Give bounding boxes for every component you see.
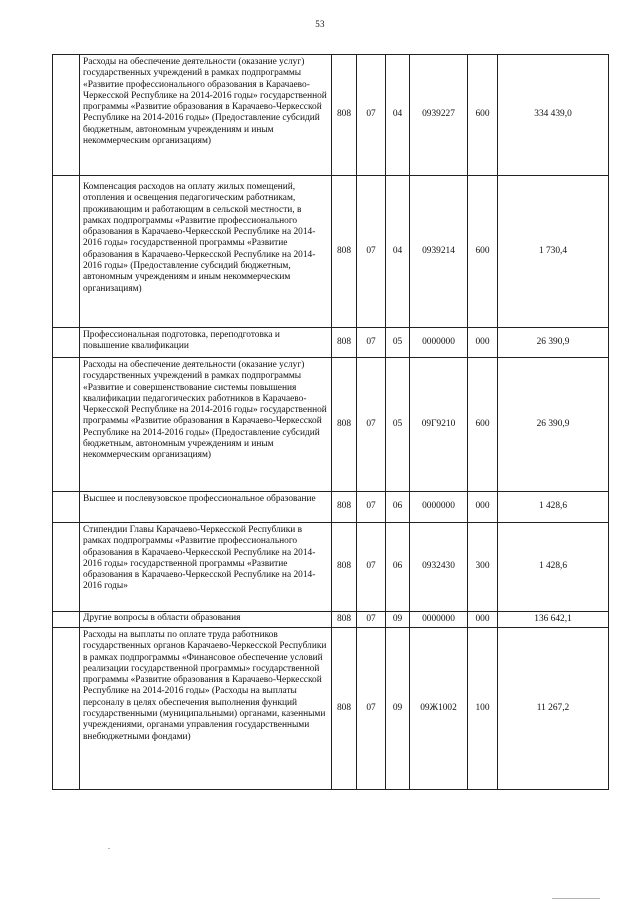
expense-type-code: 600 [468,176,498,328]
expense-type-code: 000 [468,612,498,628]
subsection-code: 04 [386,55,410,176]
expense-type-code: 100 [468,628,498,790]
table-row [53,176,609,328]
target-article-code: 0000000 [410,612,468,628]
row-description: Расходы на обеспечение деятельности (оказание услуг) государственных учреждений в рамках подпрограммы «Развитие и совершенствование системы повышения квалификации педагогических работников в Карачаево-Черкесской Республике на 2014-2016 годы» государственной программы «Развитие образования в Карачаево-Черкесской Республике на 2014-2016 годы» (Предоставление субсидий бюджетным, автономным учреждениям и иным некоммерческим организациям) [80,358,332,492]
ministry-code: 808 [332,176,357,328]
scan-artifact-line [552,898,600,899]
section-code: 07 [357,55,386,176]
ministry-code: 808 [332,492,357,523]
row-description: Расходы на выплаты по оплате труда работников государственных органов Карачаево-Черкесской Республики в рамках подпрограммы «Финансовое обеспечение условий реализации государственной программы» государственной программы «Развитие образования в Карачаево-Черкесской Республике на 2014-2016 годы» (Расходы на выплаты персоналу в целях обеспечения выполнения функций государственными (муниципальными) органами, казенными учреждениями, органами управления государственными внебюджетными фондами) [80,628,332,790]
expense-type-code: 300 [468,523,498,612]
empty-cell [53,628,80,790]
table-row [53,358,609,492]
ministry-code: 808 [332,612,357,628]
table-row [53,328,609,358]
amount-value: 1 428,6 [498,492,609,523]
subsection-code: 05 [386,328,410,358]
empty-cell [53,358,80,492]
subsection-code: 05 [386,358,410,492]
subsection-code: 04 [386,176,410,328]
table-row [53,492,609,523]
budget-table [52,54,609,790]
row-description: Компенсация расходов на оплату жилых помещений, отопления и освещения педагогическим работникам, проживающим и работающим в сельской местности, в рамках подпрограммы «Развитие профессионального образования в Карачаево-Черкесской Республике на 2014-2016 годы» государственной программы «Развитие образования в Карачаево-Черкесской Республике на 2014-2016 годы» (Предоставление субсидий бюджетным, автономным учреждениям и иным некоммерческим организациям) [80,176,332,328]
section-code: 07 [357,328,386,358]
empty-cell [53,612,80,628]
row-description: Расходы на обеспечение деятельности (оказание услуг) государственных учреждений в рамках подпрограммы «Развитие профессионального образования в Карачаево-Черкесской Республике на 2014-2016 годы» государственной программы «Развитие образования в Карачаево-Черкесской Республике на 2014-2016 годы» (Предоставление субсидий бюджетным, автономным учреждениям и иным некоммерческим организациям) [80,55,332,176]
section-code: 07 [357,523,386,612]
target-article-code: 0939227 [410,55,468,176]
amount-value: 11 267,2 [498,628,609,790]
amount-value: 334 439,0 [498,55,609,176]
subsection-code: 06 [386,523,410,612]
scan-artifact-line [108,848,110,849]
target-article-code: 0939214 [410,176,468,328]
table-row [53,55,609,176]
target-article-code: 0000000 [410,328,468,358]
expense-type-code: 000 [468,492,498,523]
empty-cell [53,176,80,328]
ministry-code: 808 [332,55,357,176]
target-article-code: 0932430 [410,523,468,612]
table-row [53,612,609,628]
target-article-code: 0000000 [410,492,468,523]
amount-value: 26 390,9 [498,328,609,358]
ministry-code: 808 [332,328,357,358]
ministry-code: 808 [332,628,357,790]
subsection-code: 09 [386,628,410,790]
empty-cell [53,55,80,176]
section-code: 07 [357,492,386,523]
section-code: 07 [357,612,386,628]
expense-type-code: 600 [468,358,498,492]
empty-cell [53,328,80,358]
amount-value: 136 642,1 [498,612,609,628]
ministry-code: 808 [332,358,357,492]
table-row [53,523,609,612]
amount-value: 26 390,9 [498,358,609,492]
section-code: 07 [357,628,386,790]
amount-value: 1 428,6 [498,523,609,612]
expense-type-code: 000 [468,328,498,358]
target-article-code: 09Г9210 [410,358,468,492]
empty-cell [53,492,80,523]
expense-type-code: 600 [468,55,498,176]
section-code: 07 [357,358,386,492]
row-description: Высшее и послевузовское профессиональное образование [80,492,332,523]
page-number: 53 [315,19,325,29]
amount-value: 1 730,4 [498,176,609,328]
section-code: 07 [357,176,386,328]
table-row [53,628,609,790]
target-article-code: 09Ж1002 [410,628,468,790]
subsection-code: 06 [386,492,410,523]
row-description: Другие вопросы в области образования [80,612,332,628]
row-description: Профессиональная подготовка, переподготовка и повышение квалификации [80,328,332,358]
subsection-code: 09 [386,612,410,628]
row-description: Стипендии Главы Карачаево-Черкесской Республики в рамках подпрограммы «Развитие профессионального образования в Карачаево-Черкесской Республике на 2014-2016 годы» государственной программы «Развитие образования в Карачаево-Черкесской Республике на 2014-2016 годы» [80,523,332,612]
empty-cell [53,523,80,612]
ministry-code: 808 [332,523,357,612]
